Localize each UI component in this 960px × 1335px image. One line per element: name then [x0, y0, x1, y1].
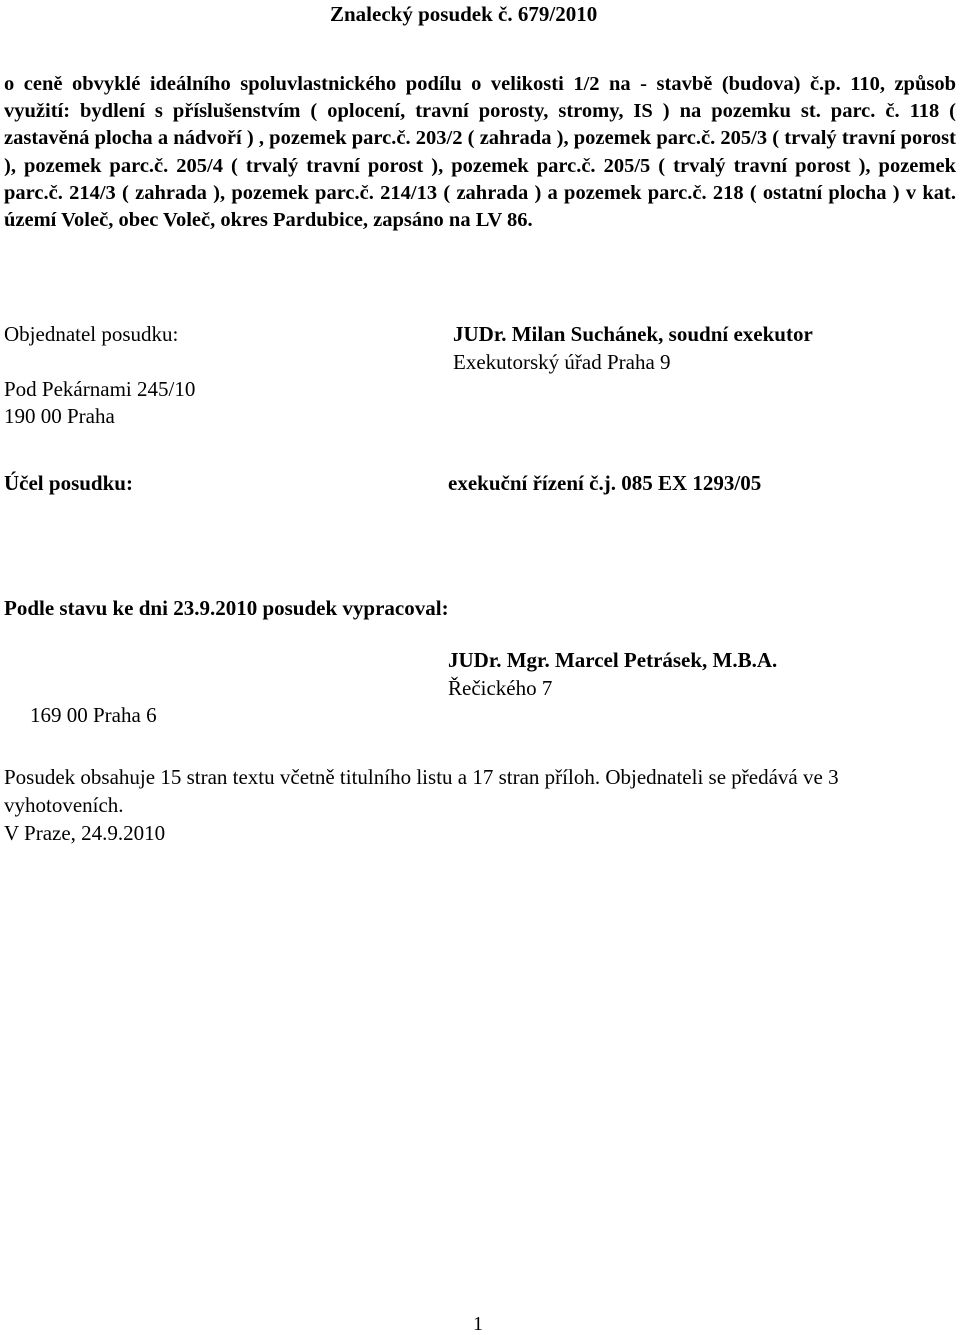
purpose-value: exekuční řízení č.j. 085 EX 1293/05 [448, 471, 762, 495]
document-footer [4, 763, 956, 847]
author-city: 169 00 Praha 6 [30, 703, 157, 727]
client-city: 190 00 Praha [4, 404, 115, 428]
client-office: Exekutorský úřad Praha 9 [453, 350, 671, 374]
purpose-label: Účel posudku: [4, 471, 133, 495]
page-number: 1 [473, 1313, 483, 1335]
document-intro: o ceně obvyklé ideálního spoluvlastnického podílu o velikosti 1/2 na - stavbě (budova) č.p. 110, způsob využití: bydlení s příslušenstvím ( oplocení, travní porosty, stromy, IS ) na pozemku st. parc. č. 118 ( zastavěná plocha a nádvoří ) , pozemek parc.č. 203/2 ( zahrada ), pozemek parc.č. 205/3 ( trvalý travní porost ), pozemek parc.č. 205/4 ( trvalý travní porost ), pozemek parc.č. 205/5 ( trvalý travní porost ), pozemek parc.č. 214/3 ( zahrada ), pozemek parc.č. 214/13 ( zahrada ) a pozemek parc.č. 218 ( ostatní plocha ) v kat. území Voleč, obec Voleč, okres Pardubice, zapsáno na LV 86. [4, 73, 956, 232]
copies-note: Posudek obsahuje 15 stran textu včetně titulního listu a 17 stran příloh. Objednateli se předává ve 3 vyhotoveních. [4, 765, 839, 817]
client-street: Pod Pekárnami 245/10 [4, 377, 196, 401]
document-title: Znalecký posudek č. 679/2010 [330, 2, 598, 26]
author-street: Řečického 7 [448, 676, 553, 700]
place-date: V Praze, 24.9.2010 [4, 821, 166, 845]
author-name: JUDr. Mgr. Marcel Petrásek, M.B.A. [448, 648, 778, 672]
client-label: Objednatel posudku: [4, 322, 179, 346]
author-label: Podle stavu ke dni 23.9.2010 posudek vypracoval: [4, 596, 449, 620]
client-name: JUDr. Milan Suchánek, soudní exekutor [453, 322, 813, 346]
